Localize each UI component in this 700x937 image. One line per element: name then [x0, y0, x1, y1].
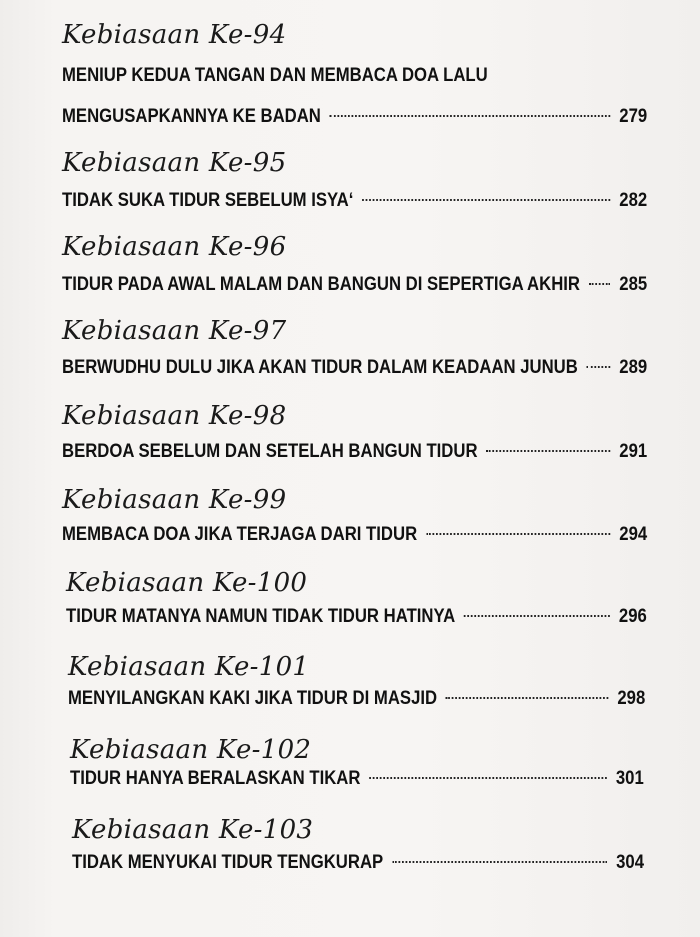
page-number-97: 289	[619, 357, 648, 378]
entry-title-102: TIDUR HANYA BERALASKAN TIKAR	[70, 768, 361, 789]
dot-leader	[464, 615, 610, 617]
toc-entry-102[interactable]	[70, 768, 644, 790]
toc-entry-95[interactable]	[62, 190, 647, 212]
page-number-98: 291	[619, 441, 648, 462]
chapter-label-99: Kebiasaan Ke-99	[62, 485, 287, 515]
toc-entry-101[interactable]	[68, 688, 645, 710]
chapter-label-98: Kebiasaan Ke-98	[62, 401, 287, 431]
page-number-101: 298	[617, 688, 646, 709]
entry-title-94: MENGUSAPKANNYA KE BADAN	[62, 106, 321, 127]
toc-entry-94[interactable]	[62, 106, 647, 128]
page-number-99: 294	[619, 524, 648, 545]
entry-title-96: TIDUR PADA AWAL MALAM DAN BANGUN DI SEPERTIGA AKHIR	[62, 274, 581, 295]
dot-leader	[330, 115, 611, 117]
chapter-label-103: Kebiasaan Ke-103	[72, 815, 314, 845]
toc-entry-96[interactable]	[62, 274, 647, 296]
entry-title-103: TIDAK MENYUKAI TIDUR TENGKURAP	[72, 852, 384, 873]
dot-leader	[369, 777, 607, 779]
page-number-96: 285	[619, 274, 648, 295]
entry-title-94-line1: MENIUP KEDUA TANGAN DAN MEMBACA DOA LALU	[62, 65, 488, 86]
dot-leader	[587, 366, 611, 368]
page-number-95: 282	[619, 190, 648, 211]
toc-entry-97[interactable]	[62, 357, 647, 379]
entry-title-97: BERWUDHU DULU JIKA AKAN TIDUR DALAM KEADAAN JUNUB	[62, 357, 578, 378]
toc-entry-100[interactable]	[66, 606, 647, 628]
entry-title-99: MEMBACA DOA JIKA TERJAGA DARI TIDUR	[62, 524, 418, 545]
dot-leader	[589, 283, 611, 285]
dot-leader	[392, 861, 607, 863]
entry-title-98: BERDOA SEBELUM DAN SETELAH BANGUN TIDUR	[62, 441, 478, 462]
entry-title-100: TIDUR MATANYA NAMUN TIDAK TIDUR HATINYA	[66, 606, 456, 627]
page-number-100: 296	[618, 606, 647, 627]
dot-leader	[362, 199, 610, 201]
chapter-label-101: Kebiasaan Ke-101	[68, 652, 310, 682]
page-number-94: 279	[619, 106, 648, 127]
entry-title-95: TIDAK SUKA TIDUR SEBELUM ISYA‘	[62, 190, 354, 211]
toc-entry-98[interactable]	[62, 441, 647, 463]
page-number-102: 301	[615, 768, 644, 789]
chapter-label-100: Kebiasaan Ke-100	[66, 568, 308, 598]
dot-leader	[446, 697, 609, 699]
chapter-label-95: Kebiasaan Ke-95	[62, 148, 287, 178]
chapter-label-102: Kebiasaan Ke-102	[70, 735, 312, 765]
entry-title-101: MENYILANGKAN KAKI JIKA TIDUR DI MASJID	[68, 688, 438, 709]
chapter-label-96: Kebiasaan Ke-96	[62, 232, 287, 262]
page-number-103: 304	[616, 852, 644, 873]
toc-entry-99[interactable]	[62, 524, 647, 546]
dot-leader	[426, 533, 611, 535]
chapter-label-97: Kebiasaan Ke-97	[62, 316, 287, 346]
dot-leader	[486, 450, 610, 452]
chapter-label-94: Kebiasaan Ke-94	[62, 20, 287, 50]
toc-entry-103[interactable]	[72, 852, 644, 874]
